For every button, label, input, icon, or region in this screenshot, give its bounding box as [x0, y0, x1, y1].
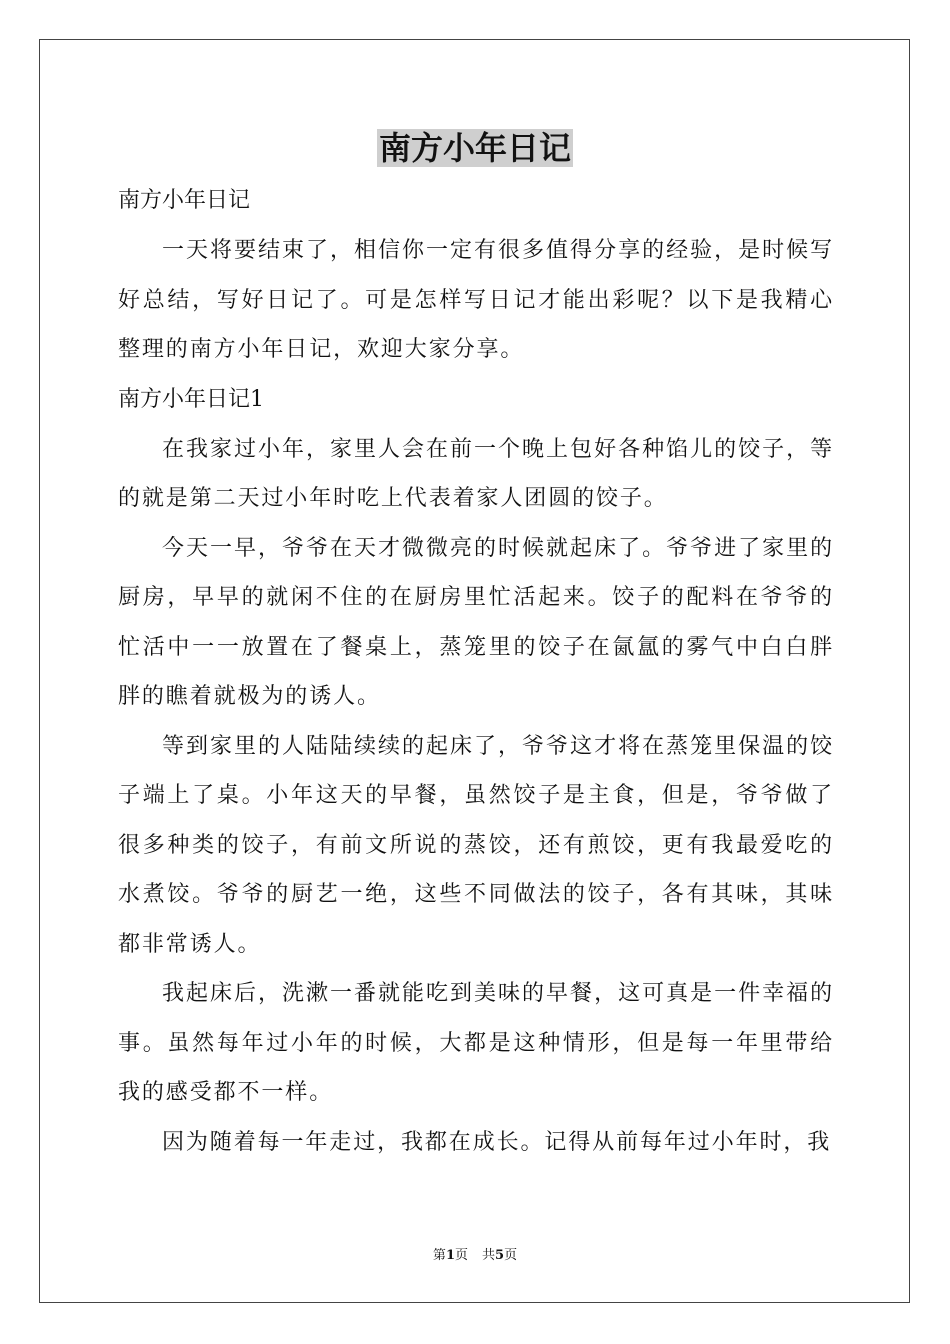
current-page-number: 1: [445, 1248, 455, 1263]
document-subtitle: 南方小年日记: [118, 188, 251, 213]
document-title: [0, 126, 950, 170]
body-paragraph: 我起床后，洗漱一番就能吃到美味的早餐，这可真是一件幸福的事。虽然每年过小年的时候，大都是这种情形，但是每一年里带给我的感受都不一样。: [118, 981, 834, 1105]
intro-paragraph: 一天将要结束了，相信你一定有很多值得分享的经验，是时候写好总结，写好日记了。可是怎样写日记才能出彩呢？以下是我精心整理的南方小年日记，欢迎大家分享。: [118, 238, 834, 362]
body-paragraph: 今天一早，爷爷在天才微微亮的时候就起床了。爷爷进了家里的厨房，早早的就闲不住的在厨房里忙活起来。饺子的配料在爷爷的忙活中一一放置在了餐桌上，蒸笼里的饺子在氤氲的雾气中白白胖胖的瞧着就极为的诱人。: [118, 535, 834, 709]
page-suffix: 页: [454, 1248, 468, 1263]
total-prefix: 共: [482, 1248, 496, 1263]
document-title-text: 南方小年日记: [378, 129, 571, 167]
body-paragraph: 等到家里的人陆陆续续的起床了，爷爷这才将在蒸笼里保温的饺子端上了桌。小年这天的早餐，虽然饺子是主食，但是，爷爷做了很多种类的饺子，有前文所说的蒸饺，还有煎饺，更有我最爱吃的水煮饺。爷爷的厨艺一绝，这些不同做法的饺子，各有其味，其味都非常诱人。: [118, 733, 834, 957]
body-paragraph: 在我家过小年，家里人会在前一个晚上包好各种馅儿的饺子，等的就是第二天过小年时吃上代表着家人团圆的饺子。: [118, 436, 834, 511]
page-footer: [0, 1247, 950, 1265]
total-pages-number: 5: [495, 1248, 505, 1263]
page-prefix: 第: [432, 1248, 446, 1263]
document-body: [118, 176, 834, 1167]
total-suffix: 页: [504, 1248, 518, 1263]
body-paragraph: 因为随着每一年走过，我都在成长。记得从前每年过小年时，我: [162, 1129, 832, 1155]
section-heading: 南方小年日记1: [118, 386, 264, 412]
